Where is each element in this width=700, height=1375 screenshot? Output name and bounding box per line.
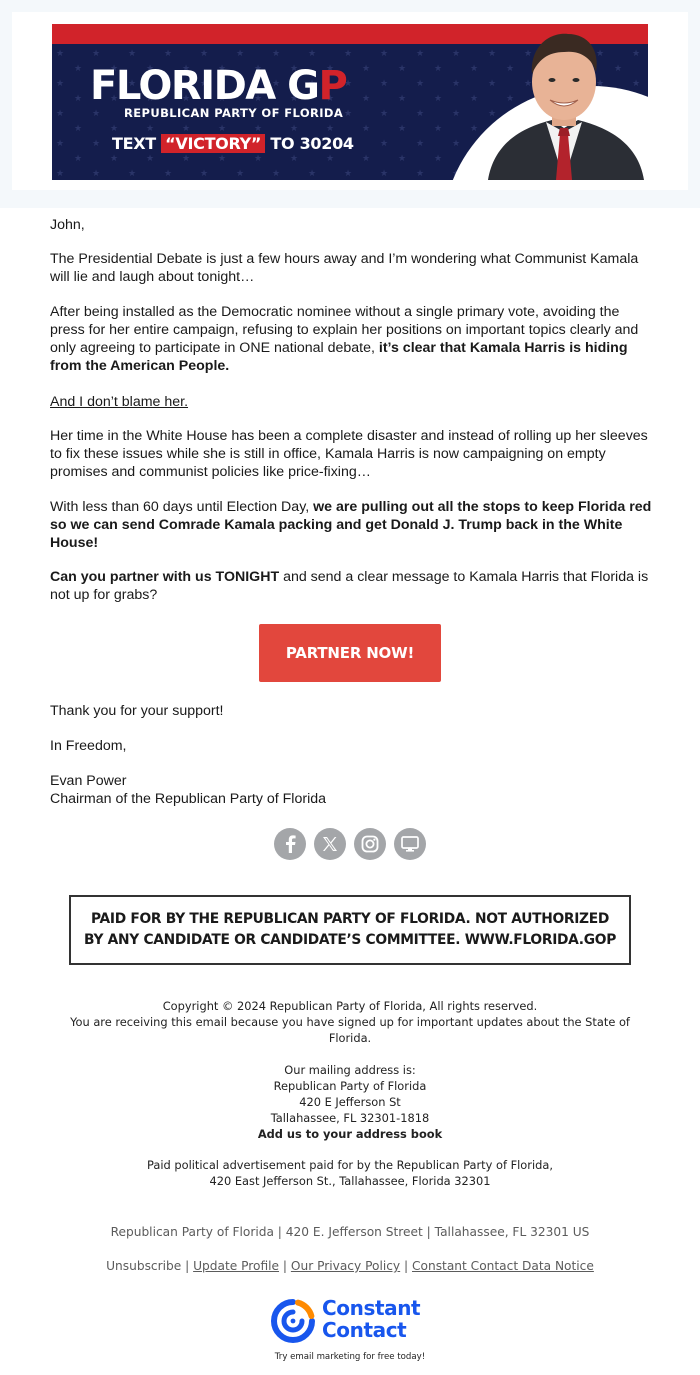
constant-contact-tagline[interactable]: Try email marketing for free today!: [274, 1352, 426, 1362]
paid-ad-line-1: Paid political advertisement paid for by the Republican Party of Florida,: [147, 1158, 553, 1172]
paragraph-white-house: Her time in the White House has been a complete disaster and instead of rolling up her sleeves to fix these issues while she is still in office, Kamala Harris is now campaigning on empty promises and communist policies like price-fixing…: [50, 428, 648, 480]
header-banner[interactable]: [52, 24, 648, 180]
address-city: Tallahassee, FL 32301-1818: [270, 1111, 430, 1125]
disclaimer-line-2: BY ANY CANDIDATE OR CANDIDATE’S COMMITTEE. WWW.FLORIDA.GOP: [83, 932, 617, 948]
closing-line: In Freedom,: [50, 738, 127, 754]
banner-text-cta: TEXT “VICTORY” TO 30204: [112, 134, 354, 153]
update-profile-link[interactable]: Update Profile: [193, 1259, 280, 1273]
add-to-address-book-link[interactable]: Add us to your address book: [257, 1127, 443, 1141]
signer-name: Evan Power: [50, 773, 127, 789]
website-icon[interactable]: [394, 828, 426, 860]
florida-gop-logo: FLORIDA GP: [90, 63, 347, 109]
address-street: 420 E Jefferson St: [299, 1095, 401, 1109]
greeting: John,: [50, 217, 85, 233]
constant-contact-logo[interactable]: [270, 1296, 440, 1346]
signer-title: Chairman of the Republican Party of Florida: [50, 791, 327, 807]
footer-links: Unsubscribe | Update Profile | Our Privacy Policy | Constant Contact Data Notice: [106, 1259, 594, 1273]
paragraph-partner: Can you partner with us TONIGHT and send a clear message to Kamala Harris that Florida is not up for grabs?: [50, 569, 649, 603]
disclaimer-line-1: PAID FOR BY THE REPUBLICAN PARTY OF FLORIDA. NOT AUTHORIZED: [90, 911, 610, 927]
chairman-portrait: [480, 24, 648, 180]
banner-subtitle: REPUBLICAN PARTY OF FLORIDA: [124, 106, 344, 120]
mailing-address-block: [50, 1062, 650, 1142]
privacy-policy-link[interactable]: Our Privacy Policy: [290, 1259, 401, 1273]
thanks-line: Thank you for your support!: [50, 703, 224, 719]
partner-now-button[interactable]: PARTNER NOW!: [259, 624, 441, 682]
constant-contact-mark-icon: [270, 1298, 316, 1344]
paragraph-blame: And I don’t blame her.: [50, 394, 189, 410]
unsubscribe-link[interactable]: Unsubscribe: [106, 1259, 182, 1273]
facebook-icon[interactable]: [274, 828, 306, 860]
paragraph-debate: The Presidential Debate is just a few hours away and I’m wondering what Communist Kamala will lie and laugh about tonight…: [50, 251, 639, 285]
paid-advertisement-block: [50, 1157, 650, 1189]
instagram-icon[interactable]: [354, 828, 386, 860]
copyright-line: Copyright © 2024 Republican Party of Florida, All rights reserved.: [162, 999, 538, 1013]
header-area: [0, 0, 700, 208]
paid-for-disclaimer: [69, 895, 631, 965]
organization-address-line: Republican Party of Florida | 420 E. Jefferson Street | Tallahassee, FL 32301 US: [110, 1225, 590, 1239]
mailing-label: Our mailing address is:: [284, 1063, 416, 1077]
paragraph-nominee: After being installed as the Democratic nominee without a single primary vote, avoiding the press for her entire campaign, refusing to explain her positions on important topics clearly and only agreeing to participate in ONE national debate, it’s clear that Kamala Harris is hiding from the American People.: [50, 304, 639, 374]
data-notice-link[interactable]: Constant Contact Data Notice: [412, 1259, 594, 1273]
paragraph-election: With less than 60 days until Election Day, we are pulling out all the stops to keep Florida red so we can send Comrade Kamala packing and get Donald J. Trump back in the White House!: [50, 499, 652, 551]
address-org: Republican Party of Florida: [273, 1079, 427, 1093]
subscription-reason: You are receiving this email because you have signed up for important updates about the State of Florida.: [70, 1015, 630, 1045]
constant-contact-wordmark: Constant Contact: [322, 1296, 421, 1342]
social-links: [274, 828, 434, 860]
paid-ad-line-2: 420 East Jefferson St., Tallahassee, Florida 32301: [209, 1174, 491, 1188]
x-twitter-icon[interactable]: [314, 828, 346, 860]
footer-copyright-block: [50, 998, 650, 1046]
